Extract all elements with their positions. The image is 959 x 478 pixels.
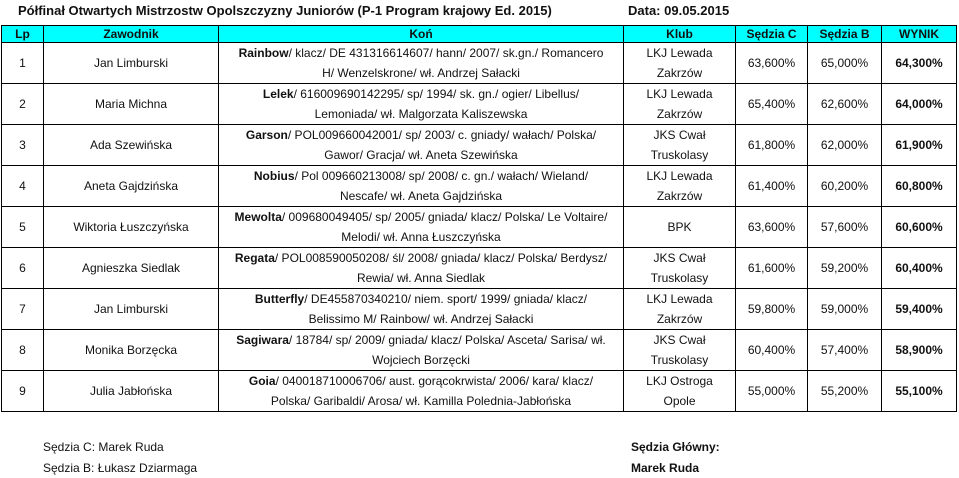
judge-c-score: 63,600% [736,207,808,248]
horse-line-2: Nescafe/ wł. Aneta Gajdzińska [339,189,503,203]
horse-line-2: Melodi/ wł. Anna Łuszczyńska [341,230,501,244]
judge-c-score: 65,400% [736,84,808,125]
row-number: 5 [2,207,44,248]
horse-line-2: Lemoniada/ wł. Malgorzata Kaliszewska [314,107,528,121]
table-row [2,166,957,207]
judge-c-score: 61,600% [736,248,808,289]
event-date: Data: 09.05.2015 [628,3,730,18]
judge-b-score: 60,200% [808,166,882,207]
col-header: Sędzia C [736,26,808,43]
club-location: Truskolasy [650,271,709,285]
rider-name: Jan Limburski [44,43,219,84]
horse-details: / POL008590050208/ śl/ 2008/ gniada/ klacz/ Polska/ Berdysz/ [274,251,608,265]
judge-b-score: 59,000% [808,289,882,330]
horse-name: Garson [245,128,288,142]
club [624,207,736,248]
horse-line-1 [223,330,619,350]
club [624,330,736,371]
horse-info [219,84,624,125]
club-name: JKS Cwał [653,128,706,142]
row-number: 8 [2,330,44,371]
col-header: WYNIK [882,26,957,43]
row-number: 9 [2,371,44,412]
horse-line-2: Polska/ Garibaldi/ Arosa/ wł. Kamilla Polednia-Jabłońska [270,394,572,408]
horse-details: / 616009690142295/ sp/ 1994/ sk. gn./ ogier/ Libellus/ [293,87,580,101]
col-header: Klub [624,26,736,43]
horse-details: / 040018710006706/ aust. gorącokrwista/ 2006/ kara/ klacz/ [275,374,594,388]
final-result: 58,900% [882,330,957,371]
final-result: 55,100% [882,371,957,412]
judge-b-score: 57,400% [808,330,882,371]
table-row [2,371,957,412]
horse-line-1 [223,125,619,145]
horse-name: Nobius [253,169,295,183]
horse-details: / DE455870340210/ niem. sport/ 1999/ gniada/ klacz/ [304,292,588,306]
judge-c-score: 60,400% [736,330,808,371]
judge-c-score: 61,400% [736,166,808,207]
horse-info [219,248,624,289]
horse-line-1 [223,371,619,391]
judge-c: Sędzia C: Marek Ruda [43,440,164,454]
club-name: LKJ Lewada [646,169,713,183]
horse-line-1 [223,207,619,227]
horse-name: Rainbow [238,46,289,60]
club-name: LKJ Lewada [646,46,713,60]
table-row [2,84,957,125]
horse-line-2: Gawor/ Gracja/ wł. Aneta Szewińska [324,148,518,162]
judge-b-score: 59,200% [808,248,882,289]
horse-line-1 [223,43,619,63]
club-location: Opole [663,394,696,408]
club [624,248,736,289]
club-location: Truskolasy [650,353,709,367]
horse-info [219,43,624,84]
horse-details: / 009680049405/ sp/ 2005/ gniada/ klacz/ Polska/ Le Voltaire/ [281,210,608,224]
horse-name: Regata [234,251,275,265]
judge-b-score: 65,000% [808,43,882,84]
row-number: 2 [2,84,44,125]
club-name: JKS Cwał [653,333,706,347]
rider-name: Wiktoria Łuszczyńska [44,207,219,248]
final-result: 64,000% [882,84,957,125]
rider-name: Julia Jabłońska [44,371,219,412]
horse-info [219,166,624,207]
horse-details: / POL009660042001/ sp/ 2003/ c. gniady/ wałach/ Polska/ [287,128,597,142]
final-result: 60,800% [882,166,957,207]
club [624,371,736,412]
judge-c-score: 59,800% [736,289,808,330]
col-header: Sędzia B [808,26,882,43]
horse-line-1 [223,289,619,309]
results-table [1,25,957,412]
final-result: 59,400% [882,289,957,330]
rider-name: Aneta Gajdzińska [44,166,219,207]
club [624,166,736,207]
club-name: LKJ Lewada [646,292,713,306]
rider-name: Jan Limburski [44,289,219,330]
row-number: 4 [2,166,44,207]
final-result: 60,600% [882,207,957,248]
horse-info [219,289,624,330]
table-row [2,43,957,84]
table-row [2,207,957,248]
club-name: LKJ Lewada [646,87,713,101]
table-row [2,248,957,289]
horse-line-1 [223,84,619,104]
judge-c-score: 55,000% [736,371,808,412]
table-row [2,330,957,371]
club-name: LKJ Ostroga [646,374,713,388]
horse-info [219,125,624,166]
horse-line-2: Rewia/ wł. Anna Siedlak [356,271,486,285]
horse-details: / klacz/ DE 431316614607/ hann/ 2007/ sk.gn./ Romancero [288,46,604,60]
judge-b-score: 62,600% [808,84,882,125]
horse-details: / 18784/ sp/ 2009/ gniada/ klacz/ Polska/ Asceta/ Sarisa/ wł. [288,333,606,347]
horse-name: Goia [248,374,276,388]
judge-c-score: 61,800% [736,125,808,166]
club-name: JKS Cwał [653,251,706,265]
horse-name: Mewolta [234,210,282,224]
club [624,289,736,330]
horse-line-1 [223,248,619,268]
document-title: Półfinał Otwartych Mistrzostw Opolszczyzny Juniorów (P-1 Program krajowy Ed. 2015) [18,3,552,18]
club [624,125,736,166]
table-row [2,289,957,330]
club-location: Zakrzów [656,189,703,203]
row-number: 3 [2,125,44,166]
row-number: 1 [2,43,44,84]
club-name: BPK [667,220,692,234]
chief-judge-name: Marek Ruda [631,461,700,475]
club-location: Zakrzów [656,312,703,326]
horse-line-2: Belissimo M/ Rainbow/ wł. Andrzej Sałacki [308,312,534,326]
row-number: 7 [2,289,44,330]
judge-b-score: 55,200% [808,371,882,412]
horse-name: Lelek [262,87,294,101]
final-result: 61,900% [882,125,957,166]
horse-name: Butterfly [254,292,305,306]
club-location: Zakrzów [656,66,703,80]
judge-c-score: 63,600% [736,43,808,84]
horse-info [219,371,624,412]
header-row [2,26,957,43]
chief-judge-label: Sędzia Główny: [631,440,720,454]
rider-name: Monika Borzęcka [44,330,219,371]
judge-b-score: 62,000% [808,125,882,166]
horse-line-2: Wojciech Borzęcki [372,353,470,367]
col-header: Lp [2,26,44,43]
final-result: 60,400% [882,248,957,289]
horse-line-1 [223,166,619,186]
horse-info [219,330,624,371]
final-result: 64,300% [882,43,957,84]
judge-b: Sędzia B: Łukasz Dziarmaga [43,461,198,475]
club-location: Truskolasy [650,148,709,162]
rider-name: Agnieszka Siedlak [44,248,219,289]
row-number: 6 [2,248,44,289]
col-header: Koń [219,26,624,43]
horse-name: Sagiwara [236,333,289,347]
rider-name: Ada Szewińska [44,125,219,166]
club-location: Zakrzów [656,107,703,121]
horse-info [219,207,624,248]
col-header: Zawodnik [44,26,219,43]
horse-details: / Pol 009660213008/ sp/ 2008/ c. gn./ wałach/ Wieland/ [294,169,589,183]
judge-b-score: 57,600% [808,207,882,248]
club [624,43,736,84]
club [624,84,736,125]
table-row [2,125,957,166]
rider-name: Maria Michna [44,84,219,125]
horse-line-2: H/ Wenzelskrone/ wł. Andrzej Sałacki [322,66,520,80]
